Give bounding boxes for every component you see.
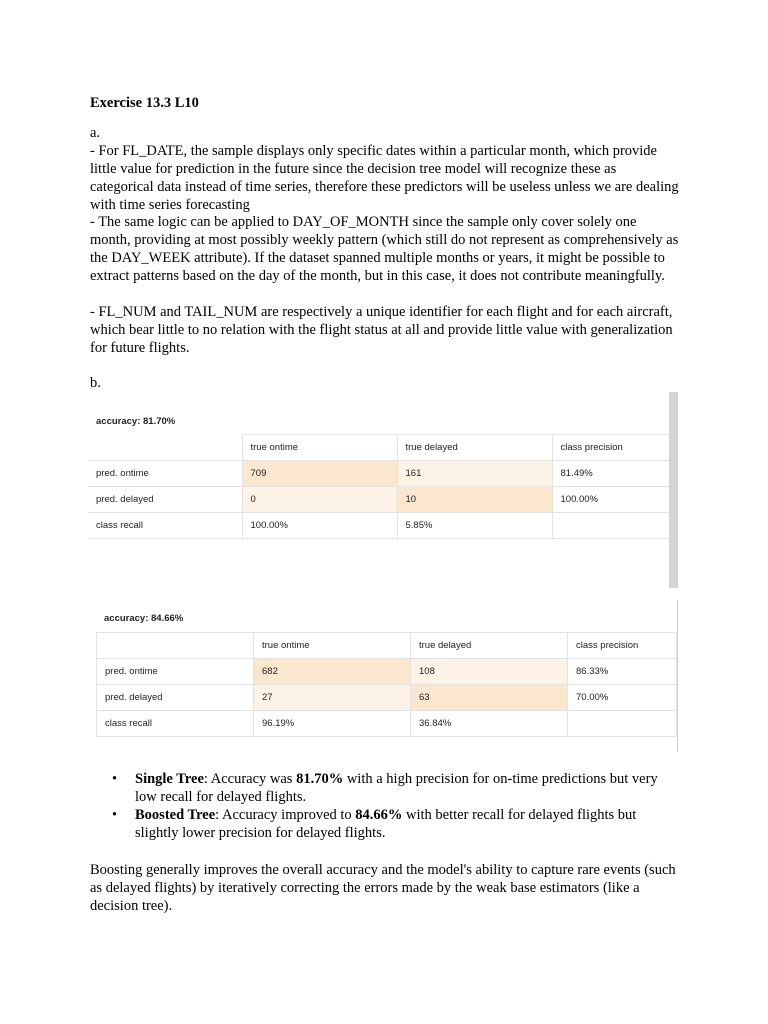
confusion-table [88,434,671,539]
row-label: pred. delayed [88,487,242,513]
table-cell: 86.33% [568,659,677,685]
header-cell: class precision [568,633,677,659]
accuracy-label: accuracy: 84.66% [104,613,184,624]
list-item [90,806,680,842]
bullet-term: Single Tree [135,771,204,787]
table-cell: 161 [397,461,552,487]
table-cell: 100.00% [242,513,397,539]
confusion-matrix-single-tree [88,392,680,590]
bullet-text: : Accuracy was [203,771,297,787]
panel-edge [677,600,678,752]
row-label: class recall [97,711,254,737]
table-row [88,487,670,513]
table-row [97,659,677,685]
table-row [97,711,677,737]
bullet-text: : Accuracy improved to [215,807,356,823]
table-cell: 81.49% [552,461,670,487]
header-cell: true ontime [254,633,411,659]
accuracy-label: accuracy: 81.70% [96,416,176,427]
list-item [90,770,680,806]
conclusion-paragraph: Boosting generally improves the overall accuracy and the model's ability to capture rare events (such as delayed flights) by iteratively correcting the errors made by the weak base estimators (like a decision tree). [90,862,676,914]
paragraph-fl-date: - For FL_DATE, the sample displays only specific dates within a particular month, which provide little value for prediction in the future since the decision tree model will recognize these as categorical data instead of time series, therefore these predictors will be useless unless we are dealing with time series forecasting [90,143,679,213]
bullet-value: 84.66% [355,807,403,823]
table-cell: 100.00% [552,487,670,513]
header-cell: true delayed [397,435,552,461]
table-header-row [88,435,670,461]
confusion-matrix-boosted-tree [96,600,680,752]
table-header-row [97,633,677,659]
table-cell: 70.00% [568,685,677,711]
table-cell: 5.85% [397,513,552,539]
table-cell [568,711,677,737]
part-a-label: a. [90,125,101,141]
table-cell: 10 [397,487,552,513]
header-cell [97,633,254,659]
table-cell: 63 [411,685,568,711]
table-cell [552,513,670,539]
bullet-icon: • [112,807,118,823]
row-label: pred. ontime [97,659,254,685]
bullet-value: 81.70% [296,771,344,787]
header-cell: class precision [552,435,670,461]
exercise-title: Exercise 13.3 L10 [90,95,199,111]
row-label: pred. ontime [88,461,242,487]
header-cell: true delayed [411,633,568,659]
confusion-table [96,632,677,737]
table-row [88,513,670,539]
table-cell: 96.19% [254,711,411,737]
bullet-term: Boosted Tree [135,807,216,823]
table-cell: 709 [242,461,397,487]
scrollbar[interactable] [669,392,678,588]
bullet-text: with a high precision for on-time predictions but very low recall for delayed flights. [135,771,658,805]
bullet-icon: • [112,771,118,787]
header-cell: true ontime [242,435,397,461]
row-label: pred. delayed [97,685,254,711]
comparison-list [90,770,680,842]
table-row [88,461,670,487]
paragraph-day-of-month: - The same logic can be applied to DAY_OF_MONTH since the sample only cover solely one month, providing at most possibly weekly pattern (which still do not represent as comprehensively as the DAY_WEEK attribute). If the dataset spanned multiple months or years, it might be possible to extract patterns based on the day of the month, but in this case, it does not contribute meaningfully. [90,214,679,284]
table-cell: 682 [254,659,411,685]
table-cell: 0 [242,487,397,513]
table-cell: 27 [254,685,411,711]
table-row [97,685,677,711]
part-b-label: b. [90,375,101,391]
table-cell: 108 [411,659,568,685]
paragraph-fl-num: - FL_NUM and TAIL_NUM are respectively a unique identifier for each flight and for each aircraft, which bear little to no relation with the flight status at all and provide little value with generalization for future flights. [90,304,673,356]
row-label: class recall [88,513,242,539]
table-cell: 36.84% [411,711,568,737]
header-cell [88,435,242,461]
bullet-text: with better recall for delayed flights but slightly lower precision for delayed flights. [135,807,637,841]
